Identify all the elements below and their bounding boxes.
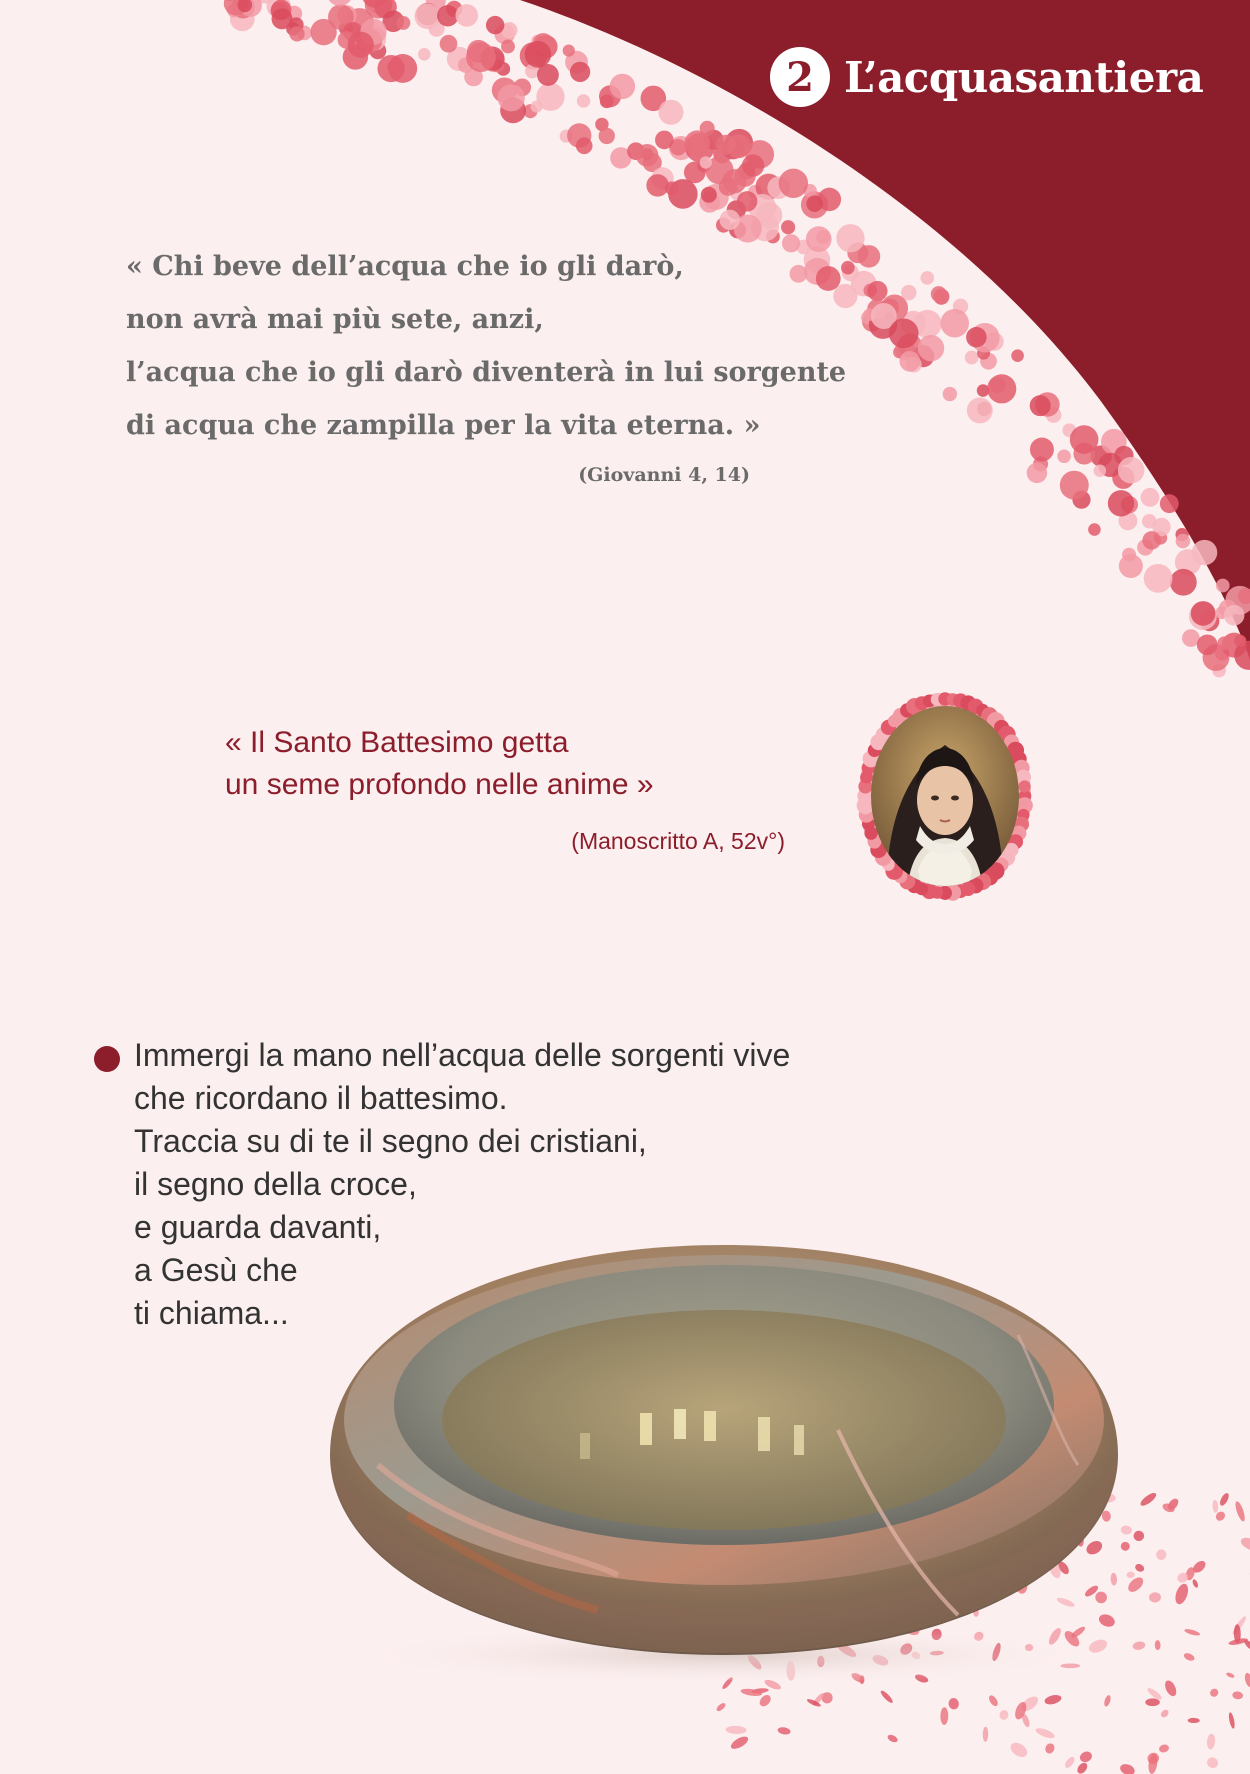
rose bbox=[310, 19, 336, 45]
rose bbox=[901, 285, 916, 300]
petal bbox=[1218, 1492, 1230, 1507]
rose bbox=[1141, 488, 1160, 507]
rose bbox=[348, 32, 374, 58]
therese-quote-line: « Il Santo Battesimo getta bbox=[225, 726, 569, 759]
petal bbox=[1156, 1549, 1166, 1560]
rose bbox=[987, 374, 1016, 403]
rose bbox=[720, 210, 740, 230]
rose bbox=[501, 40, 515, 54]
instruction-line: e guarda davanti, bbox=[134, 1209, 382, 1245]
rose bbox=[576, 137, 593, 154]
gospel-reference: (Giovanni 4, 14) bbox=[578, 464, 750, 486]
petal bbox=[1163, 1679, 1179, 1698]
rose bbox=[646, 174, 668, 196]
rose bbox=[965, 351, 979, 365]
rose bbox=[396, 16, 410, 30]
rose bbox=[943, 387, 957, 401]
petal bbox=[1103, 1694, 1112, 1707]
rose bbox=[1234, 635, 1246, 647]
rose bbox=[1019, 780, 1031, 792]
rose bbox=[1176, 534, 1191, 549]
instruction-line: che ricordano il battesimo. bbox=[134, 1080, 508, 1116]
rose bbox=[610, 74, 635, 99]
petal bbox=[1145, 1698, 1160, 1706]
page-title: L’acquasantiera bbox=[844, 52, 1204, 102]
rose bbox=[727, 134, 751, 158]
rose bbox=[563, 44, 575, 56]
rose bbox=[781, 220, 795, 234]
petal bbox=[715, 1702, 727, 1713]
rose bbox=[701, 187, 717, 203]
rose bbox=[858, 245, 881, 268]
instruction-line: Immergi la mano nell’acqua delle sorgenti vive bbox=[134, 1037, 791, 1073]
petal bbox=[1134, 1562, 1146, 1573]
petal bbox=[940, 1707, 948, 1725]
petal bbox=[1063, 1755, 1076, 1769]
gospel-quote-line: non avrà mai più sete, anzi, bbox=[126, 304, 544, 335]
bullet-dot-icon bbox=[94, 1046, 120, 1072]
rose bbox=[577, 94, 590, 107]
rose bbox=[779, 169, 808, 198]
instruction-line: a Gesù che bbox=[134, 1252, 298, 1288]
rose bbox=[700, 156, 712, 168]
rose bbox=[1094, 464, 1107, 477]
petal bbox=[1008, 1740, 1030, 1760]
instruction-line: Traccia su di te il segno dei cristiani, bbox=[134, 1123, 647, 1159]
petal bbox=[948, 1697, 960, 1710]
petal bbox=[729, 1734, 750, 1751]
rose bbox=[1170, 569, 1197, 596]
rose bbox=[806, 195, 823, 212]
rose bbox=[889, 318, 919, 348]
petal bbox=[1232, 1691, 1244, 1700]
petal bbox=[1078, 1750, 1093, 1764]
rose bbox=[1027, 463, 1047, 483]
rose bbox=[636, 144, 659, 167]
rose bbox=[466, 42, 496, 72]
petal bbox=[725, 1725, 746, 1734]
petal bbox=[1239, 1535, 1250, 1553]
rose bbox=[1030, 438, 1054, 462]
petal bbox=[1243, 1672, 1250, 1688]
rose bbox=[1217, 636, 1231, 650]
rose bbox=[1144, 564, 1173, 593]
petal bbox=[1132, 1641, 1146, 1651]
instruction-line: il segno della croce, bbox=[134, 1166, 417, 1202]
rose bbox=[1160, 494, 1179, 513]
petal bbox=[1133, 1530, 1145, 1542]
rose bbox=[1030, 395, 1051, 416]
rose bbox=[967, 397, 993, 423]
rose bbox=[1216, 579, 1230, 593]
therese-reference: (Manoscritto A, 52v°) bbox=[571, 828, 785, 854]
rose bbox=[570, 62, 590, 82]
rose bbox=[931, 286, 947, 302]
rose bbox=[940, 309, 968, 337]
petal bbox=[1183, 1652, 1196, 1662]
petal bbox=[998, 1709, 1010, 1721]
petal bbox=[879, 1689, 894, 1704]
petal bbox=[777, 1726, 791, 1735]
rose bbox=[418, 48, 431, 61]
rose bbox=[1122, 548, 1136, 562]
rose bbox=[377, 55, 404, 82]
rose bbox=[737, 191, 757, 211]
rose bbox=[414, 3, 440, 29]
petal bbox=[1234, 1500, 1247, 1522]
petal bbox=[1173, 1582, 1190, 1606]
rose bbox=[1191, 601, 1216, 626]
rose bbox=[1197, 634, 1218, 655]
rose bbox=[1118, 457, 1145, 484]
rose bbox=[918, 335, 944, 361]
petal bbox=[1139, 1491, 1158, 1508]
rose bbox=[920, 271, 934, 285]
rose bbox=[486, 16, 504, 34]
rose bbox=[1060, 471, 1089, 500]
gospel-quote-line: l’acqua che io gli darò diventerà in lui sorgente bbox=[126, 357, 847, 388]
rose bbox=[1088, 523, 1101, 536]
petal bbox=[1119, 1762, 1137, 1774]
rose bbox=[700, 121, 715, 136]
gospel-quote-line: di acqua che zampilla per la vita eterna. » bbox=[126, 410, 761, 441]
petal bbox=[1206, 1733, 1215, 1749]
rose bbox=[867, 281, 887, 301]
number-circle-icon: 2 bbox=[770, 47, 830, 107]
rose bbox=[1108, 490, 1134, 516]
gospel-quote bbox=[126, 240, 846, 452]
rose bbox=[437, 5, 458, 26]
petal bbox=[1192, 1579, 1200, 1589]
rose bbox=[658, 100, 683, 125]
gospel-quote-line: « Chi beve dell’acqua che io gli darò, bbox=[126, 251, 684, 282]
rose bbox=[1224, 605, 1245, 626]
petal bbox=[1208, 1687, 1219, 1698]
rose bbox=[966, 327, 987, 348]
petal bbox=[1158, 1744, 1170, 1754]
petal bbox=[1188, 1718, 1200, 1723]
petal bbox=[1044, 1693, 1063, 1705]
petal bbox=[886, 1733, 898, 1743]
rose bbox=[525, 41, 552, 68]
rose bbox=[455, 4, 478, 27]
rose bbox=[1011, 349, 1024, 362]
petal bbox=[1226, 1672, 1236, 1679]
instruction-line: ti chiama... bbox=[134, 1295, 289, 1331]
rose bbox=[900, 351, 921, 372]
rose bbox=[1070, 425, 1099, 454]
rose bbox=[599, 128, 615, 144]
petal bbox=[1184, 1628, 1201, 1637]
petal bbox=[987, 1694, 999, 1708]
rose bbox=[327, 0, 352, 6]
rose bbox=[1142, 531, 1161, 550]
rose bbox=[1142, 514, 1157, 529]
petal bbox=[1228, 1712, 1236, 1729]
rose bbox=[655, 131, 674, 150]
section-heading bbox=[770, 42, 1210, 112]
saint-portrait bbox=[856, 690, 1034, 902]
petal bbox=[983, 1727, 989, 1742]
rose bbox=[1057, 450, 1071, 464]
petal bbox=[1159, 1708, 1170, 1719]
petal bbox=[1149, 1592, 1161, 1603]
petal bbox=[1155, 1640, 1161, 1650]
petal bbox=[1044, 1742, 1056, 1755]
rose bbox=[440, 35, 458, 53]
rose bbox=[531, 101, 543, 113]
rose bbox=[498, 84, 525, 111]
therese-quote-line: un seme profondo nelle anime » bbox=[225, 768, 654, 801]
therese-quote bbox=[225, 722, 654, 806]
petal bbox=[1075, 1761, 1089, 1774]
petal bbox=[1205, 1755, 1220, 1769]
holy-water-basin-image bbox=[318, 1215, 1130, 1680]
petal bbox=[1034, 1726, 1056, 1740]
rose bbox=[289, 26, 304, 41]
rose bbox=[742, 154, 764, 176]
petal bbox=[1212, 1500, 1218, 1513]
